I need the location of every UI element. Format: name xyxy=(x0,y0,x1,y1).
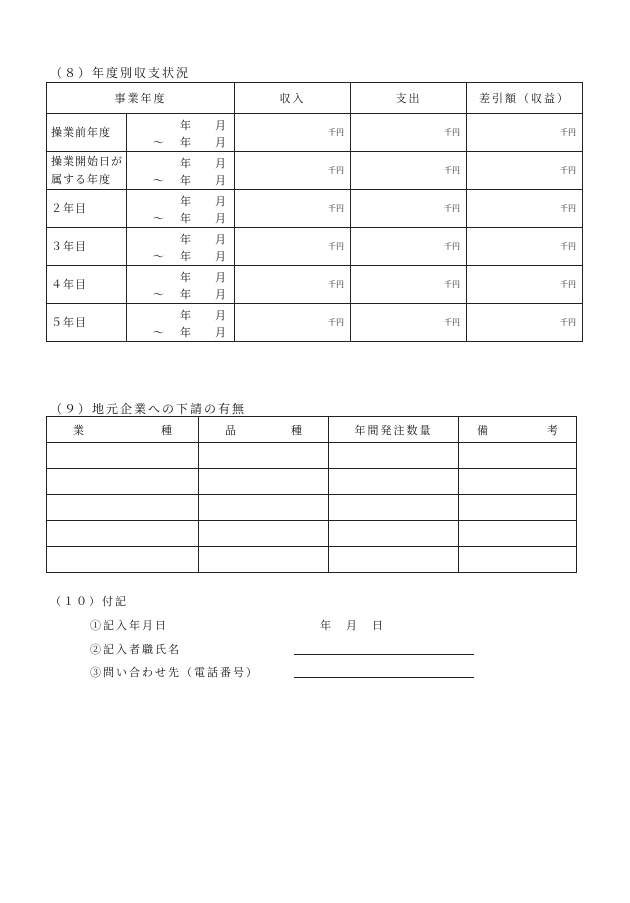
row-label: ２年目 xyxy=(47,190,127,228)
row-label: ３年目 xyxy=(47,228,127,266)
expense-cell[interactable]: 千円 xyxy=(351,190,467,228)
header-product: 品 種 xyxy=(199,417,329,443)
contact-label: ③問い合わせ先（電話番号） xyxy=(90,666,259,679)
balance-cell[interactable]: 千円 xyxy=(467,152,583,190)
industry-cell[interactable] xyxy=(47,521,199,547)
balance-cell[interactable]: 千円 xyxy=(467,266,583,304)
subcontract-table xyxy=(46,416,577,573)
product-cell[interactable] xyxy=(199,495,329,521)
income-cell[interactable]: 千円 xyxy=(235,114,351,152)
remarks-cell[interactable] xyxy=(459,495,577,521)
period-cell[interactable]: 年 月 ～ 年 月 xyxy=(127,266,235,304)
table-row xyxy=(47,190,583,228)
period-cell[interactable]: 年 月 ～ 年 月 xyxy=(127,304,235,342)
table-row xyxy=(47,495,577,521)
product-cell[interactable] xyxy=(199,443,329,469)
balance-cell[interactable]: 千円 xyxy=(467,190,583,228)
expense-cell[interactable]: 千円 xyxy=(351,114,467,152)
balance-cell[interactable]: 千円 xyxy=(467,228,583,266)
income-cell[interactable]: 千円 xyxy=(235,190,351,228)
table-row xyxy=(47,228,583,266)
period-cell[interactable]: 年 月 ～ 年 月 xyxy=(127,114,235,152)
order-qty-cell[interactable] xyxy=(329,495,459,521)
remarks-cell[interactable] xyxy=(459,521,577,547)
table-row xyxy=(47,469,577,495)
expense-cell[interactable]: 千円 xyxy=(351,266,467,304)
table-header-row xyxy=(47,417,577,443)
expense-cell[interactable]: 千円 xyxy=(351,304,467,342)
table-row xyxy=(47,521,577,547)
header-balance: 差引額（収益） xyxy=(467,83,583,114)
header-fiscal-year: 事業年度 xyxy=(47,83,235,114)
order-qty-cell[interactable] xyxy=(329,443,459,469)
section8-title: （８）年度別収支状況 xyxy=(50,66,191,80)
income-cell[interactable]: 千円 xyxy=(235,152,351,190)
income-cell[interactable]: 千円 xyxy=(235,304,351,342)
period-cell[interactable]: 年 月 ～ 年 月 xyxy=(127,152,235,190)
product-cell[interactable] xyxy=(199,521,329,547)
table-row xyxy=(47,547,577,573)
product-cell[interactable] xyxy=(199,547,329,573)
income-expense-table xyxy=(46,82,583,342)
entry-date-value: 年 月 日 xyxy=(320,619,385,632)
row-label: 操業開始日が属する年度 xyxy=(47,152,127,190)
income-cell[interactable]: 千円 xyxy=(235,228,351,266)
industry-cell[interactable] xyxy=(47,495,199,521)
header-remarks: 備 考 xyxy=(459,417,577,443)
entrant-name-line xyxy=(294,654,474,655)
header-annual-order-qty: 年間発注数量 xyxy=(329,417,459,443)
product-cell[interactable] xyxy=(199,469,329,495)
expense-cell[interactable]: 千円 xyxy=(351,152,467,190)
section10-title: （１０）付記 xyxy=(50,595,128,608)
entry-date-label: ①記入年月日 xyxy=(90,619,168,632)
header-expense: 支出 xyxy=(351,83,467,114)
period-cell[interactable]: 年 月 ～ 年 月 xyxy=(127,228,235,266)
remarks-cell[interactable] xyxy=(459,547,577,573)
table-row xyxy=(47,152,583,190)
table-row xyxy=(47,114,583,152)
remarks-cell[interactable] xyxy=(459,469,577,495)
order-qty-cell[interactable] xyxy=(329,469,459,495)
header-industry: 業 種 xyxy=(47,417,199,443)
table-row xyxy=(47,266,583,304)
remarks-cell[interactable] xyxy=(459,443,577,469)
expense-cell[interactable]: 千円 xyxy=(351,228,467,266)
row-label: 操業前年度 xyxy=(47,114,127,152)
order-qty-cell[interactable] xyxy=(329,547,459,573)
balance-cell[interactable]: 千円 xyxy=(467,304,583,342)
balance-cell[interactable]: 千円 xyxy=(467,114,583,152)
entrant-name-label: ②記入者職氏名 xyxy=(90,643,181,656)
table-row xyxy=(47,443,577,469)
row-label: ５年目 xyxy=(47,304,127,342)
income-cell[interactable]: 千円 xyxy=(235,266,351,304)
order-qty-cell[interactable] xyxy=(329,521,459,547)
table-header-row xyxy=(47,83,583,114)
section9-title: （９）地元企業への下請の有無 xyxy=(50,402,247,416)
industry-cell[interactable] xyxy=(47,443,199,469)
industry-cell[interactable] xyxy=(47,469,199,495)
contact-line xyxy=(294,677,474,678)
period-cell[interactable]: 年 月 ～ 年 月 xyxy=(127,190,235,228)
row-label: ４年目 xyxy=(47,266,127,304)
header-income: 収入 xyxy=(235,83,351,114)
table-row xyxy=(47,304,583,342)
industry-cell[interactable] xyxy=(47,547,199,573)
